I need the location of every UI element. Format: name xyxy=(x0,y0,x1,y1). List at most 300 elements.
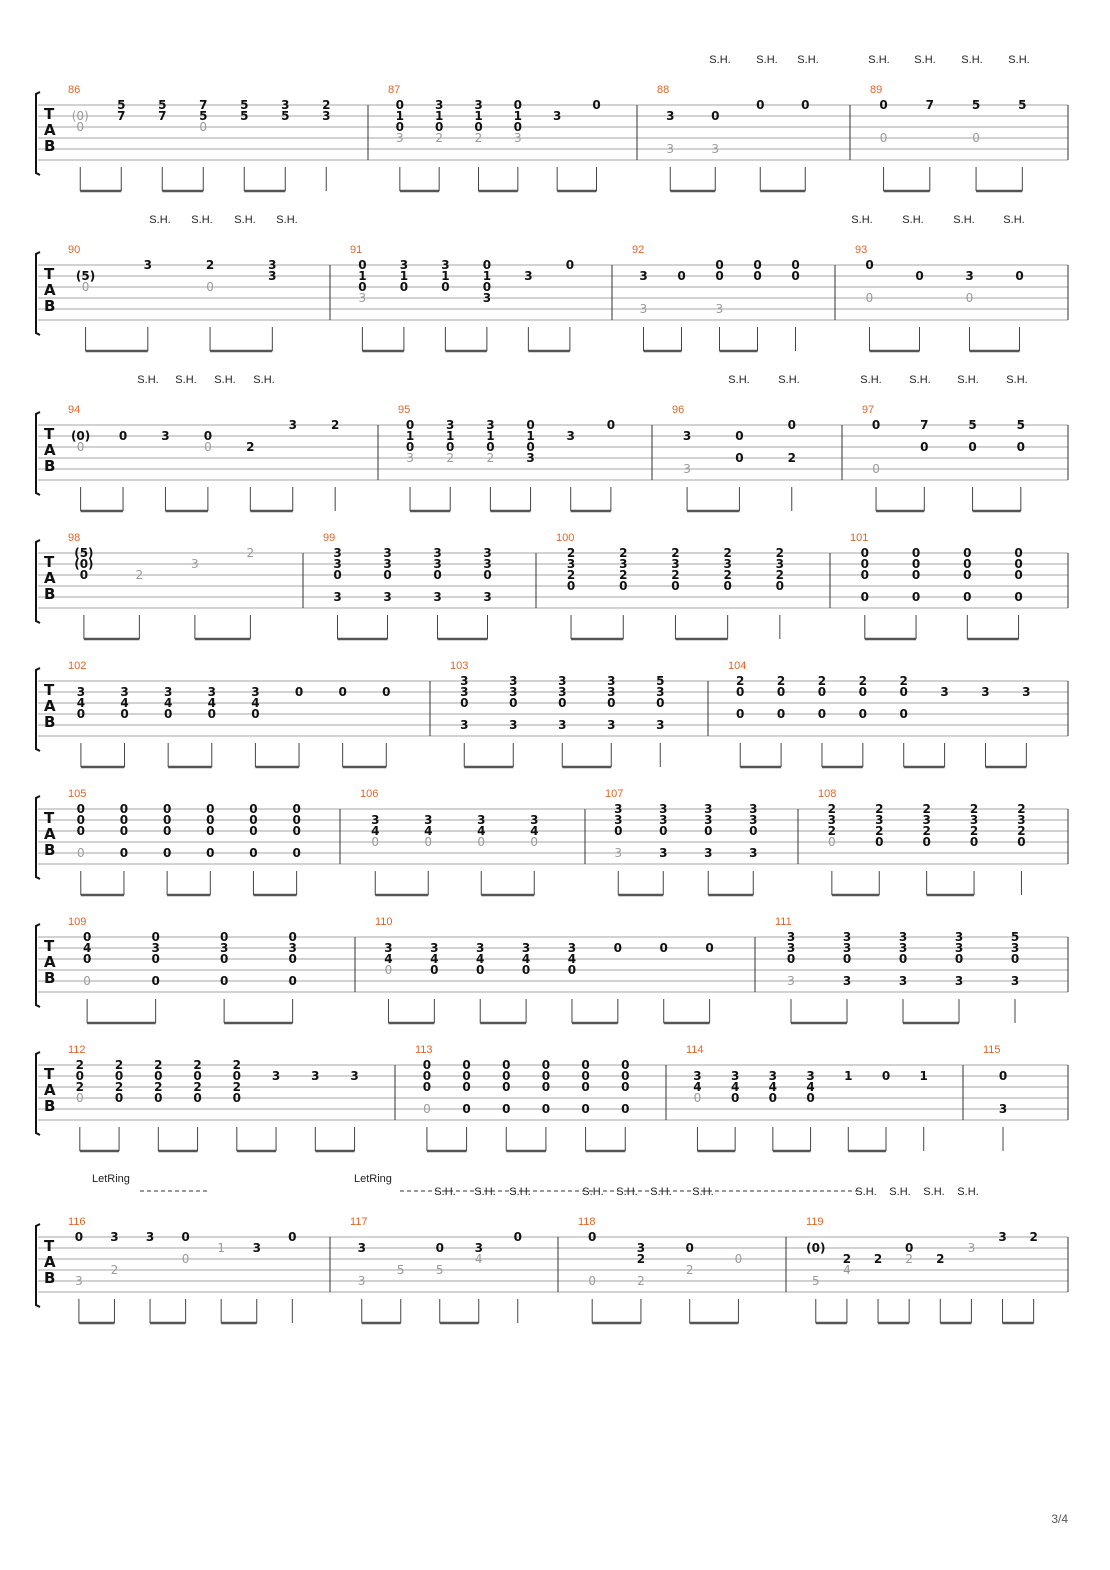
slide-label: S.H. xyxy=(276,214,298,226)
fret-number: 3 xyxy=(252,1241,261,1255)
fret-number: 0 xyxy=(526,440,535,454)
slide-label: S.H. xyxy=(909,374,931,386)
tab-clef-letter: A xyxy=(44,953,56,971)
slide-label: S.H. xyxy=(889,1186,911,1198)
fret-number: 3 xyxy=(659,802,668,816)
fret-number: 0 xyxy=(76,802,85,816)
measure-number: 112 xyxy=(68,1044,86,1056)
fret-number: 3 xyxy=(483,557,492,571)
fret-number: 2 xyxy=(486,451,495,465)
fret-number: 0 xyxy=(776,685,786,699)
fret-number: 0 xyxy=(249,824,258,838)
fret-number: 0 xyxy=(76,846,85,860)
measure-number: 86 xyxy=(68,84,81,96)
fret-number: (0) xyxy=(70,429,91,443)
fret-number: 2 xyxy=(905,1252,913,1266)
fret-number: 3 xyxy=(441,258,450,272)
fret-number: 3 xyxy=(566,429,575,443)
fret-number: 3 xyxy=(787,974,795,988)
fret-number: 3 xyxy=(268,258,277,272)
fret-number: 0 xyxy=(704,824,713,838)
fret-number: 3 xyxy=(288,418,297,432)
fret-number: 1 xyxy=(399,269,409,283)
fret-number: 0 xyxy=(613,941,623,955)
fret-number: 0 xyxy=(292,813,301,827)
tab-clef-letter: A xyxy=(44,569,56,587)
fret-number: 0 xyxy=(581,1069,590,1083)
fret-number: 3 xyxy=(1010,941,1020,955)
fret-number: 0 xyxy=(817,685,827,699)
fret-number: 3 xyxy=(639,302,648,316)
tab-clef-letter: B xyxy=(44,297,56,315)
fret-number: 3 xyxy=(786,941,796,955)
slide-label: S.H. xyxy=(902,214,924,226)
fret-number: 0 xyxy=(749,824,758,838)
fret-number: 0 xyxy=(206,824,215,838)
fret-number: 2 xyxy=(446,451,455,465)
fret-number: 4 xyxy=(521,952,531,966)
fret-number: 3 xyxy=(281,98,290,112)
fret-number: 0 xyxy=(446,440,455,454)
fret-number: 2 xyxy=(75,1080,84,1094)
fret-number: 3 xyxy=(682,429,692,443)
fret-number: 5 xyxy=(396,1263,405,1277)
fret-number: 0 xyxy=(151,952,160,966)
tab-clef-letter: A xyxy=(44,697,56,715)
fret-number: 3 xyxy=(558,718,567,732)
fret-number: 2 xyxy=(1017,824,1026,838)
fret-number: 0 xyxy=(513,120,523,134)
fret-number: 3 xyxy=(898,930,908,944)
fret-number: 0 xyxy=(462,1102,471,1116)
system-bracket xyxy=(36,796,40,879)
fret-number: 3 xyxy=(433,546,442,560)
fret-number: 0 xyxy=(509,696,518,710)
fret-number: 3 xyxy=(639,269,648,283)
fret-number: 3 xyxy=(521,941,531,955)
fret-number: 0 xyxy=(581,1080,590,1094)
fret-number: 0 xyxy=(193,1091,202,1105)
fret-number: 0 xyxy=(384,963,393,977)
page-number: 3/4 xyxy=(1051,1512,1068,1526)
fret-number: 3 xyxy=(749,813,758,827)
fret-number: 0 xyxy=(915,269,924,283)
fret-number: 0 xyxy=(1014,546,1023,560)
system-bracket xyxy=(36,92,40,175)
fret-number: 0 xyxy=(382,685,391,699)
system-bracket xyxy=(36,540,40,623)
fret-number: 3 xyxy=(251,685,260,699)
fret-number: 0 xyxy=(963,590,972,604)
fret-number: 0 xyxy=(619,579,628,593)
fret-number: 0 xyxy=(114,1091,124,1105)
fret-number: 3 xyxy=(940,685,949,699)
fret-number: 2 xyxy=(193,1058,202,1072)
fret-number: 0 xyxy=(119,824,129,838)
fret-number: 0 xyxy=(76,120,85,134)
measure-number: 88 xyxy=(657,84,670,96)
fret-number: 0 xyxy=(911,568,921,582)
fret-number: 3 xyxy=(775,557,785,571)
fret-number: 3 xyxy=(552,109,562,123)
measure-number: 100 xyxy=(556,532,575,544)
measure-number: 91 xyxy=(350,244,363,256)
fret-number: 0 xyxy=(879,131,888,145)
fret-number: 0 xyxy=(219,930,229,944)
fret-number: 0 xyxy=(460,696,469,710)
fret-number: 5 xyxy=(1016,418,1025,432)
fret-number: 3 xyxy=(898,974,908,988)
fret-number: 7 xyxy=(158,109,167,123)
fret-number: 0 xyxy=(621,1069,630,1083)
fret-number: 0 xyxy=(477,835,486,849)
fret-number: 2 xyxy=(873,1252,883,1266)
fret-number: 0 xyxy=(232,1069,241,1083)
fret-number: 4 xyxy=(693,1080,702,1094)
fret-number: 3 xyxy=(486,418,495,432)
fret-number: (5) xyxy=(74,546,94,560)
fret-number: 4 xyxy=(82,941,92,955)
fret-number: 0 xyxy=(871,418,881,432)
fret-number: 0 xyxy=(162,813,172,827)
fret-number: 7 xyxy=(199,98,208,112)
slide-label: S.H. xyxy=(191,214,213,226)
fret-number: 0 xyxy=(842,952,852,966)
fret-number: 0 xyxy=(588,1230,597,1244)
fret-number: 2 xyxy=(154,1080,163,1094)
fret-number: 0 xyxy=(899,707,908,721)
fret-number: 0 xyxy=(860,546,869,560)
fret-number: 0 xyxy=(954,952,964,966)
fret-number: 0 xyxy=(677,269,686,283)
slide-label: S.H. xyxy=(149,214,171,226)
fret-number: 5 xyxy=(240,109,249,123)
fret-number: 0 xyxy=(76,707,86,721)
fret-number: 3 xyxy=(636,1241,646,1255)
fret-number: 0 xyxy=(232,1091,241,1105)
fret-number: 1 xyxy=(405,429,415,443)
tab-clef-letter: T xyxy=(44,425,55,443)
fret-number: 0 xyxy=(204,440,212,454)
fret-number: 3 xyxy=(704,802,713,816)
fret-number: 3 xyxy=(827,813,837,827)
fret-number: 0 xyxy=(920,440,929,454)
fret-number: 0 xyxy=(399,280,409,294)
measure-number: 90 xyxy=(68,244,81,256)
fret-number: 3 xyxy=(161,429,170,443)
fret-number: 2 xyxy=(114,1080,124,1094)
fret-number: 4 xyxy=(163,696,173,710)
tab-clef-letter: B xyxy=(44,585,56,603)
fret-number: 0 xyxy=(922,835,931,849)
fret-number: 0 xyxy=(567,963,577,977)
fret-number: 0 xyxy=(82,930,92,944)
slide-label: S.H. xyxy=(434,1186,456,1198)
fret-number: 3 xyxy=(509,674,518,688)
fret-number: 3 xyxy=(723,557,732,571)
fret-number: 0 xyxy=(433,568,442,582)
fret-number: 0 xyxy=(526,418,535,432)
fret-number: 3 xyxy=(333,546,342,560)
tab-clef-letter: B xyxy=(44,713,56,731)
slide-label: S.H. xyxy=(214,374,236,386)
measure-number: 116 xyxy=(68,1216,86,1228)
fret-number: 0 xyxy=(79,568,89,582)
fret-number: 0 xyxy=(693,1091,702,1105)
fret-number: 3 xyxy=(322,109,331,123)
slide-label: S.H. xyxy=(728,374,750,386)
fret-number: 0 xyxy=(75,1091,84,1105)
fret-number: 5 xyxy=(968,418,977,432)
fret-number: 0 xyxy=(76,440,85,454)
fret-number: 3 xyxy=(965,269,974,283)
fret-number: 2 xyxy=(817,674,827,688)
fret-number: 0 xyxy=(858,685,868,699)
system-bracket xyxy=(36,924,40,1007)
tab-clef-letter: B xyxy=(44,969,56,987)
fret-number: 3 xyxy=(110,1230,119,1244)
fret-number: 2 xyxy=(232,1058,241,1072)
fret-number: 0 xyxy=(482,258,492,272)
measure-number: 108 xyxy=(818,788,837,800)
slide-label: S.H. xyxy=(797,54,819,66)
fret-number: 3 xyxy=(460,718,469,732)
fret-number: 3 xyxy=(268,269,277,283)
measure-number: 102 xyxy=(68,660,87,672)
fret-number: 2 xyxy=(858,674,868,688)
fret-number: 0 xyxy=(502,1080,511,1094)
fret-number: 2 xyxy=(619,568,628,582)
fret-number: 0 xyxy=(83,974,91,988)
fret-number: 0 xyxy=(806,1091,815,1105)
fret-number: 2 xyxy=(636,1252,646,1266)
fret-number: 0 xyxy=(904,1241,914,1255)
fret-number: 2 xyxy=(75,1058,84,1072)
fret-number: 3 xyxy=(384,941,393,955)
fret-number: 0 xyxy=(358,280,367,294)
slide-label: S.H. xyxy=(855,1186,877,1198)
fret-number: 3 xyxy=(786,930,796,944)
fret-number: 4 xyxy=(530,824,539,838)
fret-number: 0 xyxy=(565,258,575,272)
fret-number: 0 xyxy=(435,1241,444,1255)
fret-number: 0 xyxy=(162,824,172,838)
fret-number: 0 xyxy=(756,98,765,112)
tab-clef-letter: B xyxy=(44,137,56,155)
fret-number: 0 xyxy=(371,835,380,849)
slide-label: S.H. xyxy=(957,1186,979,1198)
measure-number: 119 xyxy=(806,1216,824,1228)
fret-number: 3 xyxy=(433,557,442,571)
slide-label: S.H. xyxy=(709,54,731,66)
fret-number: 2 xyxy=(776,674,786,688)
fret-number: 2 xyxy=(135,568,144,582)
fret-number: 0 xyxy=(118,429,128,443)
fret-number: 7 xyxy=(117,109,126,123)
fret-number: 3 xyxy=(558,674,567,688)
tab-clef-letter: T xyxy=(44,681,55,699)
fret-number: 0 xyxy=(735,429,744,443)
fret-number: 5 xyxy=(435,1263,444,1277)
fret-number: 0 xyxy=(288,952,297,966)
fret-number: 3 xyxy=(483,590,492,604)
fret-number: 2 xyxy=(232,1080,241,1094)
fret-number: 3 xyxy=(483,546,492,560)
fret-number: 0 xyxy=(422,1058,432,1072)
fret-number: 3 xyxy=(371,813,380,827)
fret-number: 3 xyxy=(898,941,908,955)
fret-number: 0 xyxy=(251,707,260,721)
fret-number: 2 xyxy=(205,258,215,272)
measure-number: 110 xyxy=(375,916,393,928)
fret-number: 3 xyxy=(683,462,691,476)
fret-number: 3 xyxy=(969,813,979,827)
slide-label: S.H. xyxy=(650,1186,672,1198)
fret-number: 0 xyxy=(181,1252,190,1266)
fret-number: 5 xyxy=(199,109,208,123)
fret-number: 0 xyxy=(521,963,531,977)
tab-clef-letter: T xyxy=(44,1237,55,1255)
fret-number: 3 xyxy=(711,142,720,156)
fret-number: 1 xyxy=(434,109,444,123)
fret-number: 3 xyxy=(357,1274,366,1288)
fret-number: 3 xyxy=(659,813,668,827)
let-ring-label: LetRing xyxy=(354,1173,392,1185)
fret-number: 3 xyxy=(477,813,486,827)
fret-number: 3 xyxy=(514,131,522,145)
tab-clef-letter: A xyxy=(44,281,56,299)
fret-number: 3 xyxy=(954,941,964,955)
fret-number: 4 xyxy=(251,696,260,710)
fret-number: 2 xyxy=(875,802,884,816)
fret-number: 0 xyxy=(1014,590,1023,604)
fret-number: 3 xyxy=(981,685,990,699)
fret-number: 0 xyxy=(207,707,216,721)
fret-number: 3 xyxy=(191,557,199,571)
fret-number: 0 xyxy=(865,291,874,305)
fret-number: 0 xyxy=(860,557,869,571)
fret-number: 0 xyxy=(462,1080,471,1094)
measure-number: 104 xyxy=(728,660,747,672)
fret-number: 0 xyxy=(434,120,444,134)
fret-number: 4 xyxy=(768,1080,778,1094)
measure-number: 111 xyxy=(775,916,792,928)
tab-clef-letter: B xyxy=(44,841,56,859)
fret-number: 0 xyxy=(592,98,601,112)
fret-number: 5 xyxy=(281,109,290,123)
fret-number: 3 xyxy=(406,451,414,465)
fret-number: 5 xyxy=(158,98,167,112)
fret-number: 5 xyxy=(1010,930,1020,944)
slide-label: S.H. xyxy=(953,214,975,226)
fret-number: 4 xyxy=(424,824,433,838)
fret-number: 0 xyxy=(659,824,668,838)
fret-number: 1 xyxy=(395,109,405,123)
measure-number: 109 xyxy=(68,916,87,928)
fret-number: 0 xyxy=(541,1069,551,1083)
fret-number: 5 xyxy=(656,674,665,688)
fret-number: 2 xyxy=(330,418,340,432)
fret-number: 0 xyxy=(114,1069,124,1083)
tab-clef-letter: A xyxy=(44,121,56,139)
fret-number: 0 xyxy=(736,707,745,721)
fret-number: 0 xyxy=(998,1069,1008,1083)
fret-number: 0 xyxy=(206,802,215,816)
fret-number: 3 xyxy=(145,1230,155,1244)
fret-number: 2 xyxy=(566,568,576,582)
fret-number: 3 xyxy=(509,685,518,699)
fret-number: (0) xyxy=(74,557,94,571)
fret-number: 3 xyxy=(998,1230,1007,1244)
measure-number: 97 xyxy=(862,404,875,416)
fret-number: 0 xyxy=(430,963,439,977)
fret-number: 0 xyxy=(292,846,301,860)
fret-number: 7 xyxy=(920,418,929,432)
fret-number: 0 xyxy=(621,1102,630,1116)
measure-number: 89 xyxy=(870,84,883,96)
fret-number: 3 xyxy=(749,846,758,860)
fret-number: 0 xyxy=(715,269,724,283)
fret-number: 3 xyxy=(567,941,577,955)
fret-number: 0 xyxy=(476,963,485,977)
fret-number: 3 xyxy=(333,557,342,571)
fret-number: 3 xyxy=(614,846,623,860)
fret-number: 4 xyxy=(474,1252,483,1266)
fret-number: 2 xyxy=(936,1252,945,1266)
slide-label: S.H. xyxy=(175,374,197,386)
fret-number: 3 xyxy=(434,98,444,112)
tab-clef-letter: B xyxy=(44,1097,56,1115)
fret-number: 0 xyxy=(705,941,714,955)
fret-number: 3 xyxy=(271,1069,281,1083)
fret-number: 4 xyxy=(806,1080,815,1094)
fret-number: 4 xyxy=(730,1080,740,1094)
fret-number: 3 xyxy=(842,941,852,955)
fret-number: 0 xyxy=(1015,269,1024,283)
fret-number: 2 xyxy=(922,802,931,816)
fret-number: 2 xyxy=(685,1263,694,1277)
measure-number: 94 xyxy=(68,404,81,416)
fret-number: 2 xyxy=(435,131,443,145)
fret-number: 0 xyxy=(423,1102,431,1116)
fret-number: 5 xyxy=(1018,98,1027,112)
system-bracket xyxy=(36,1052,40,1135)
fret-number: 0 xyxy=(422,1080,432,1094)
fret-number: 0 xyxy=(881,1069,891,1083)
fret-number: 0 xyxy=(965,291,974,305)
fret-number: 0 xyxy=(791,269,800,283)
fret-number: 3 xyxy=(288,941,297,955)
fret-number: 3 xyxy=(476,941,485,955)
fret-number: 3 xyxy=(659,846,668,860)
fret-number: 0 xyxy=(858,707,868,721)
fret-number: 3 xyxy=(460,685,469,699)
slide-label: S.H. xyxy=(923,1186,945,1198)
fret-number: 3 xyxy=(607,674,616,688)
fret-number: 0 xyxy=(199,120,208,134)
fret-number: 0 xyxy=(875,835,884,849)
tab-clef-letter: A xyxy=(44,1253,56,1271)
fret-number: 3 xyxy=(875,813,884,827)
fret-number: 0 xyxy=(685,1241,694,1255)
slide-label: S.H. xyxy=(756,54,778,66)
fret-number: 2 xyxy=(827,824,837,838)
tab-clef-letter: T xyxy=(44,1065,55,1083)
fret-number: 5 xyxy=(971,98,981,112)
fret-number: 0 xyxy=(969,835,979,849)
fret-number: 4 xyxy=(843,1263,851,1277)
fret-number: 1 xyxy=(482,269,492,283)
